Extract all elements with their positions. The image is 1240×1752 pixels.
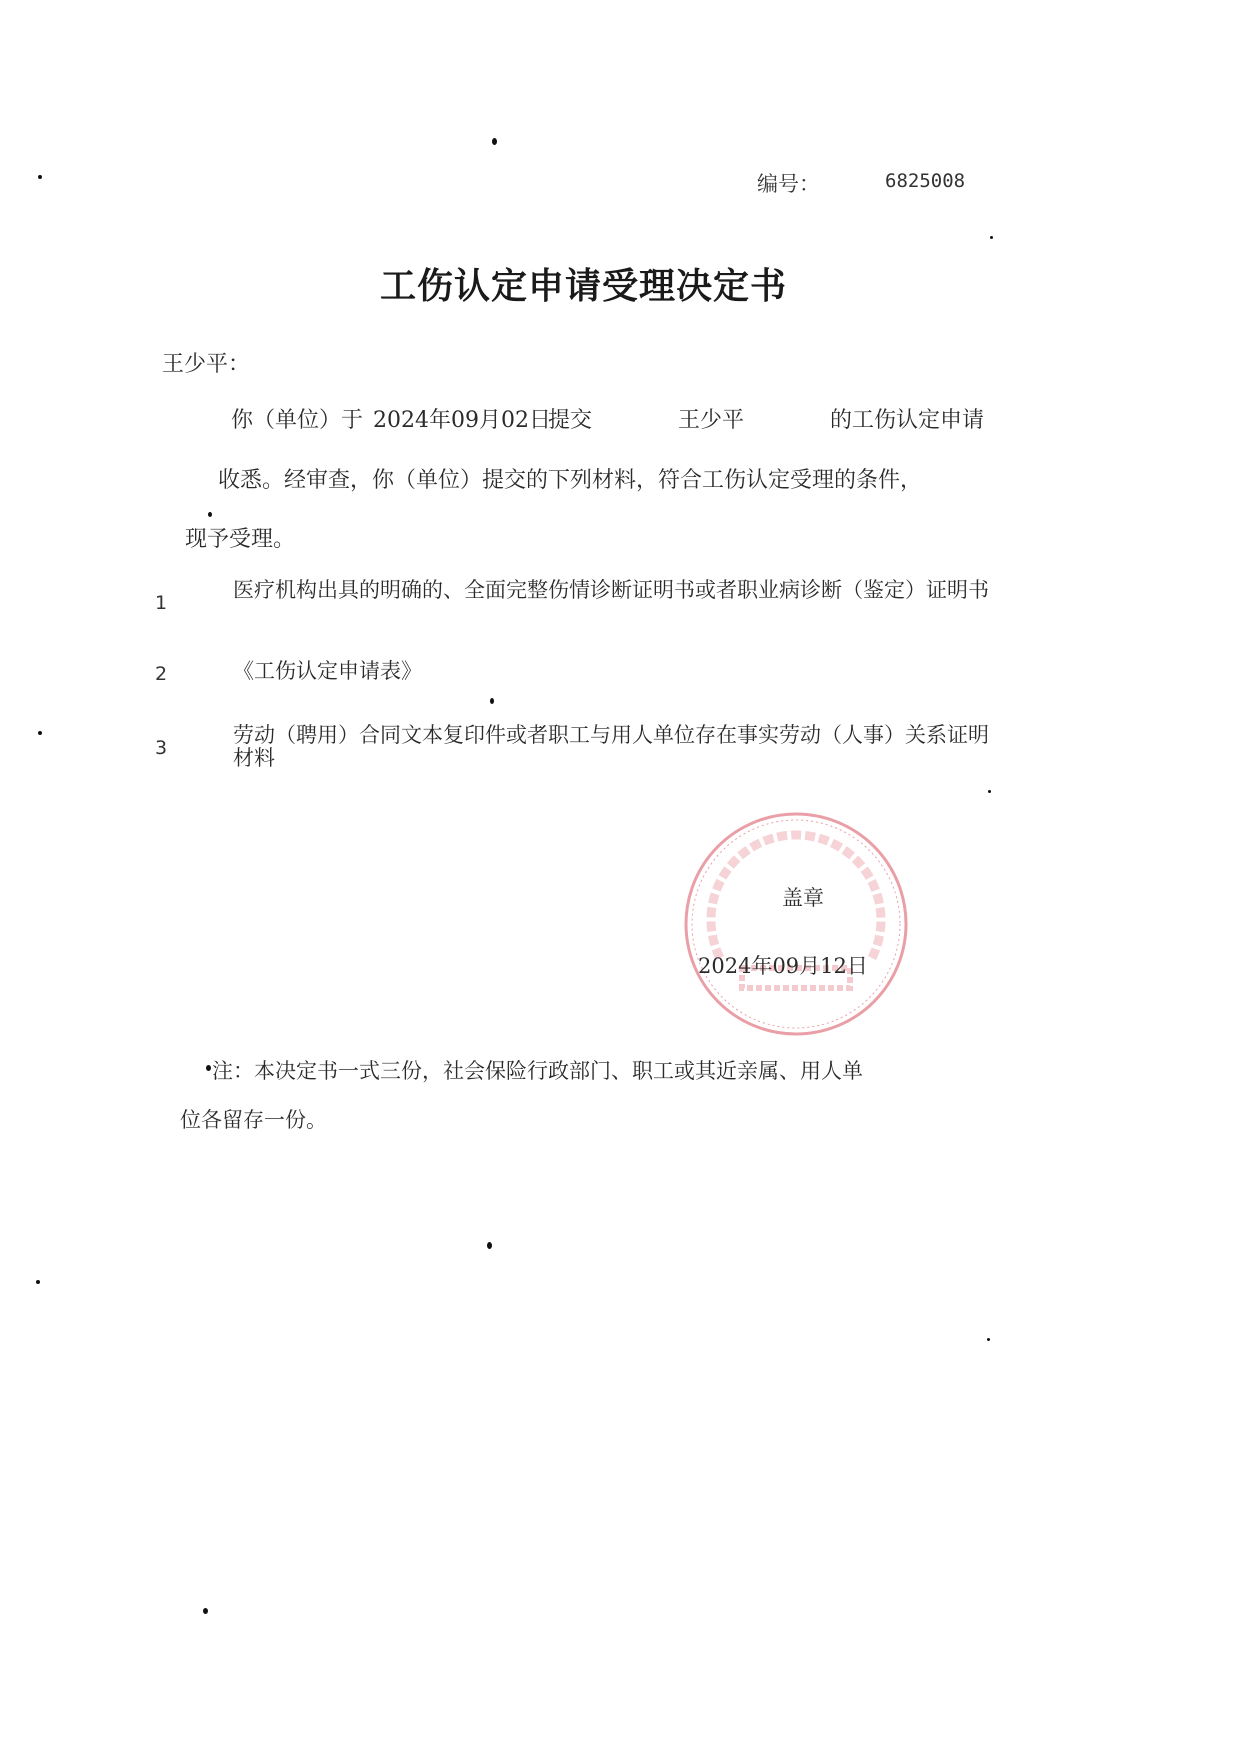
scan-speck bbox=[987, 1338, 990, 1341]
material-item: 劳动（聘用）合同文本复印件或者职工与用人单位存在事实劳动（人事）关系证明材料 bbox=[233, 723, 989, 770]
scan-speck bbox=[208, 512, 212, 517]
scan-speck bbox=[38, 731, 42, 735]
material-item: 《工伤认定申请表》 bbox=[233, 659, 422, 683]
scan-speck bbox=[487, 1242, 492, 1249]
material-number: 2 bbox=[155, 663, 168, 685]
material-item: 医疗机构出具的明确的、全面完整伤情诊断证明书或者职业病诊断（鉴定）证明书 bbox=[233, 578, 989, 602]
document-number-label: 编号： bbox=[757, 172, 820, 196]
submitted-date: 2024年09月02日 bbox=[373, 408, 551, 433]
scan-speck bbox=[38, 175, 42, 179]
body-line1-prefix: 你（单位）于 bbox=[231, 408, 364, 433]
decision-date: 2024年09月12日 bbox=[698, 954, 868, 978]
note-line1: 注：本决定书一式三份，社会保险行政部门、职工或其近亲属、用人单 bbox=[212, 1059, 863, 1083]
document-title: 工伤认定申请受理决定书 bbox=[380, 266, 788, 307]
official-seal-stamp bbox=[680, 808, 912, 1040]
note-line2: 位各留存一份。 bbox=[180, 1108, 327, 1132]
body-line3: 现予受理。 bbox=[185, 527, 296, 552]
scan-speck bbox=[990, 236, 993, 239]
seal-label: 盖章 bbox=[782, 886, 824, 910]
material-number: 1 bbox=[155, 592, 168, 614]
scan-speck bbox=[490, 698, 494, 704]
scan-speck bbox=[206, 1065, 211, 1071]
body-line2: 收悉。经审查，你（单位）提交的下列材料，符合工伤认定受理的条件， bbox=[218, 468, 923, 493]
document-number-value: 6825008 bbox=[885, 170, 966, 192]
material-number: 3 bbox=[155, 737, 168, 759]
body-line1-suffix: 的工伤认定申请 bbox=[830, 408, 985, 433]
applicant-name: 王少平 bbox=[678, 408, 745, 433]
scan-speck bbox=[203, 1608, 208, 1614]
scan-speck bbox=[492, 138, 497, 145]
addressee: 王少平： bbox=[162, 352, 251, 377]
submit-word: 提交 bbox=[548, 408, 593, 433]
scan-speck bbox=[36, 1280, 40, 1284]
scan-speck bbox=[988, 790, 991, 793]
